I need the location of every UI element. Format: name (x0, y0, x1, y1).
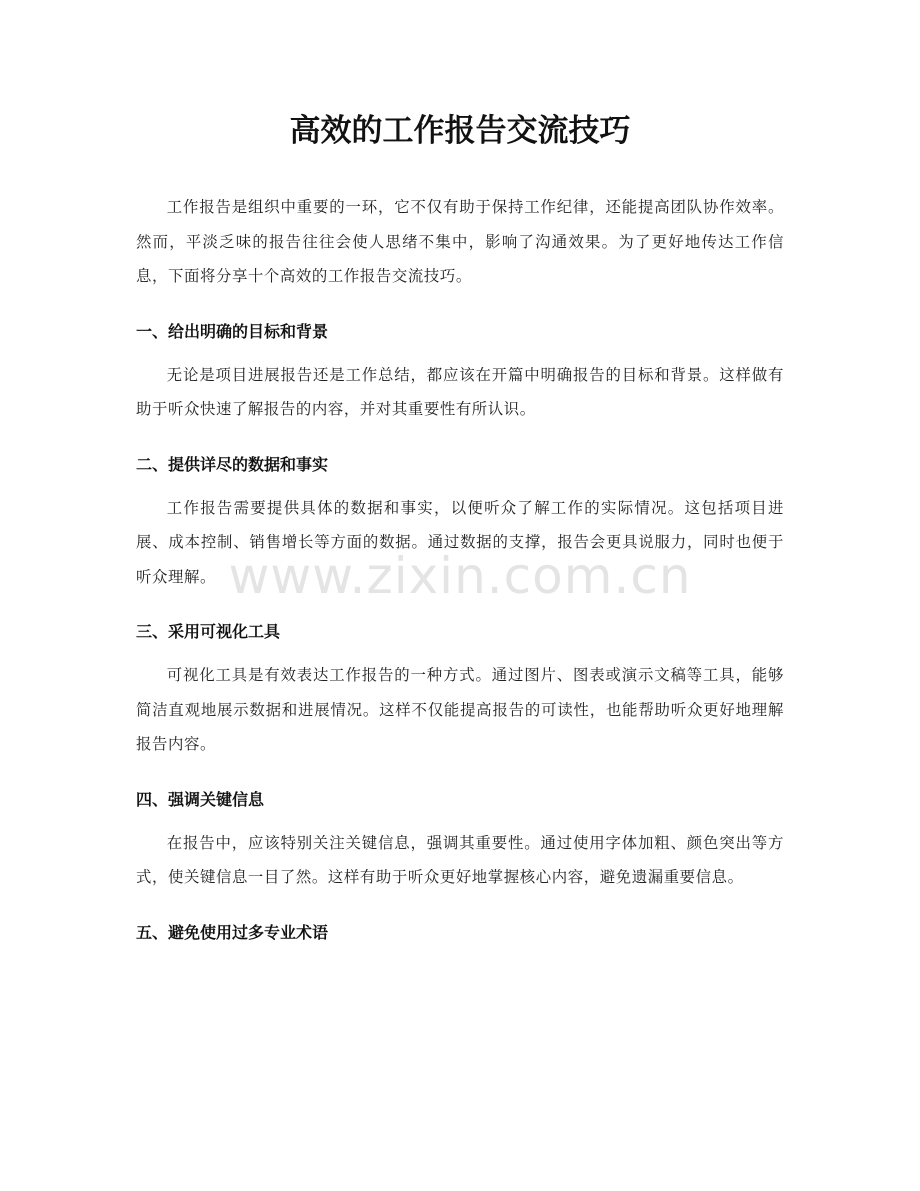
section-heading: 二、提供详尽的数据和事实 (136, 454, 329, 474)
section-3 (136, 620, 784, 762)
document-title: 高效的工作报告交流技巧 (289, 113, 631, 149)
section-body: 工作报告需要提供具体的数据和事实，以便听众了解工作的实际情况。这包括项目进展、成本控制、销售增长等方面的数据。通过数据的支撑，报告会更具说服力，同时也便于听众理解。 (136, 498, 784, 586)
watermark-text: www.zixin.com.cn (228, 547, 692, 605)
section-heading: 四、强调关键信息 (136, 789, 265, 809)
section-4 (136, 788, 784, 895)
section-heading: 三、采用可视化工具 (136, 622, 281, 641)
section-heading: 一、给出明确的目标和背景 (136, 321, 329, 341)
section-5 (136, 921, 784, 945)
section-2 (136, 453, 784, 595)
section-heading: 五、避免使用过多专业术语 (136, 922, 329, 942)
section-body: 无论是项目进展报告还是工作总结，都应该在开篇中明确报告的目标和背景。这样做有助于听众快速了解报告的内容，并对其重要性有所认识。 (136, 365, 784, 418)
intro-paragraph: 工作报告是组织中重要的一环，它不仅有助于保持工作纪律，还能提高团队协作效率。然而，平淡乏味的报告往往会使人思绪不集中，影响了沟通效果。为了更好地传达工作信息，下面将分享十个高效的工作报告交流技巧。 (136, 198, 784, 285)
section-body: 在报告中，应该特别关注关键信息，强调其重要性。通过使用字体加粗、颜色突出等方式，使关键信息一目了然。这样有助于听众更好地掌握核心内容，避免遗漏重要信息。 (136, 833, 784, 886)
section-1 (136, 320, 784, 427)
intro-paragraph-block (136, 190, 784, 294)
section-body: 可视化工具是有效表达工作报告的一种方式。通过图片、图表或演示文稿等工具，能够简洁直观地展示数据和进展情况。这样不仅能提高报告的可读性，也能帮助听众更好地理解报告内容。 (136, 666, 784, 753)
